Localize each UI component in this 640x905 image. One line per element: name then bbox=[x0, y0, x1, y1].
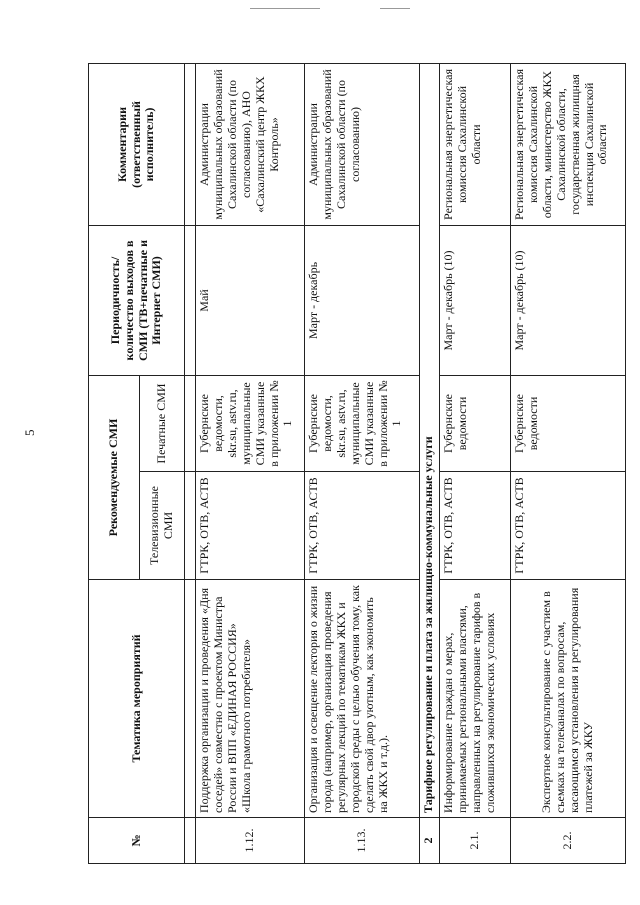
header-num: № bbox=[89, 818, 185, 864]
header-recommended: Рекомендуемые СМИ bbox=[89, 375, 140, 579]
row-topic: Экспертное консультирование с участием в съемках на телеканалах по вопросам, касающимся установления и регулирования платежей за ЖКУ bbox=[511, 580, 626, 818]
row-tv: ГТРК, ОТВ, АСТВ bbox=[511, 472, 626, 580]
header-row bbox=[89, 63, 140, 863]
row-num: 1.13. bbox=[305, 818, 420, 864]
header-topic: Тематика мероприятий bbox=[89, 580, 185, 818]
table-row bbox=[511, 63, 626, 863]
row-topic: Организация и освещение лектория о жизни города (например, организация проведения регулярных лекций по тематикам ЖКХ и городской среды с целью обучения тому, как сделать свой двор уютным, как экономить на ЖКХ и т.д.). bbox=[305, 580, 420, 818]
row-print: Губернские ведомости, skr.su, astv.ru, муниципальные СМИ указанные в приложении № 1 bbox=[305, 375, 420, 471]
row-comments: Администрации муниципальных образований Сахалинской области (по согласованию) bbox=[305, 63, 420, 225]
row-tv: ГТРК, ОТВ, АСТВ bbox=[440, 472, 511, 580]
spacer-row bbox=[185, 63, 196, 863]
table-row bbox=[305, 63, 420, 863]
row-comments: Администрации муниципальных образований Сахалинской области (по согласованию), АНО «Сахалинский центр ЖКХ Контроль» bbox=[196, 63, 305, 225]
page-number: 5 bbox=[22, 429, 37, 436]
row-tv: ГТРК, ОТВ, АСТВ bbox=[305, 472, 420, 580]
header-tv: Телевизионные СМИ bbox=[140, 472, 185, 580]
header-comments: Комментарии (ответственный исполнитель) bbox=[89, 63, 185, 225]
row-frequency: Март - декабрь (10) bbox=[440, 225, 511, 375]
row-num: 2.2. bbox=[511, 818, 626, 864]
header-frequency: Периодичность/количество выходов в СМИ (ТВ+печатные и Интернет СМИ) bbox=[89, 225, 185, 375]
row-frequency: Март - декабрь (10) bbox=[511, 225, 626, 375]
row-comments: Региональная энергетическая комиссия Сахалинской области bbox=[440, 63, 511, 225]
plan-table-rotated bbox=[88, 64, 610, 864]
row-print: Губернские ведомости, skr.su, astv.ru, муниципальные СМИ указанные в приложении № 1 bbox=[196, 375, 305, 471]
row-print: Губернские ведомости bbox=[440, 375, 511, 471]
row-tv: ГТРК, ОТВ, АСТВ bbox=[196, 472, 305, 580]
scan-artifact bbox=[250, 8, 320, 9]
row-frequency: Март - декабрь bbox=[305, 225, 420, 375]
table-row bbox=[196, 63, 305, 863]
row-comments: Региональная энергетическая комиссия Сахалинской области, министерство ЖКХ Сахалинской области, государственная жилищная инспекция Сахалинской области bbox=[511, 63, 626, 225]
row-num: 2.1. bbox=[440, 818, 511, 864]
row-frequency: Май bbox=[196, 225, 305, 375]
section-title: Тарифное регулирование и плата за жилищно-коммунальные услуги bbox=[420, 63, 440, 817]
table-row bbox=[440, 63, 511, 863]
row-print: Губернские ведомости bbox=[511, 375, 626, 471]
plan-table bbox=[88, 63, 626, 864]
section-row bbox=[420, 63, 440, 863]
header-print: Печатные СМИ bbox=[140, 375, 185, 471]
row-topic: Информирование граждан о мерах, принимаемых региональными властями, направленных на регулирование тарифов в сложившихся экономических условиях bbox=[440, 580, 511, 818]
row-topic: Поддержка организации и проведения «Дня соседей» совместно с проектом Министра России и ВПП «ЕДИНАЯ РОССИЯ» «Школа грамотного потребителя» bbox=[196, 580, 305, 818]
row-num: 1.12. bbox=[196, 818, 305, 864]
scan-artifact bbox=[380, 8, 410, 9]
section-num: 2 bbox=[420, 818, 440, 864]
